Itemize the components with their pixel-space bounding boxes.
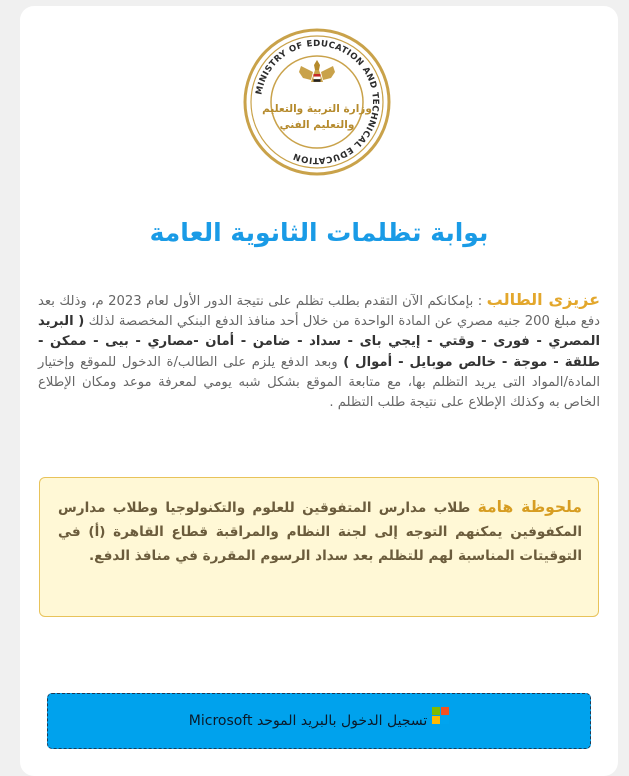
login-button-label: تسجيل الدخول بالبريد الموحد Microsoft [188, 713, 428, 729]
payment-providers-list: ( البريد المصري - فورى - وقتي - إيجي باى - سداد - ضامن - أمان -مصاري - بيى - ممكن - طلقة - موجة - خالص موبايل - أموال ) [38, 314, 600, 370]
main-card [20, 6, 618, 776]
intro-text-part1: : بإمكانكم الآن التقدم بطلب تظلم على نتيجة الدور الأول لعام 2023 م، وذلك بعد دفع مبلغ 200 جنيه مصري عن المادة الواحدة من خلال أحد منافذ الدفع البنكي المخصصة لذلك [38, 294, 601, 330]
ministry-logo [243, 28, 391, 176]
microsoft-logo-icon [432, 707, 449, 724]
logo-arabic-line2: والتعليم الفني [279, 119, 355, 131]
eagle-emblem [299, 60, 335, 82]
intro-paragraph [38, 290, 600, 413]
note-label: ملحوظة هامة [477, 498, 582, 516]
logo-arabic-line1: وزارة التربية والتعليم [262, 103, 372, 115]
ministry-seal-icon [243, 28, 391, 176]
intro-text-part2: وبعد الدفع يلزم على الطالب/ة الدخول للموقع وإختيار المادة/المواد التى يريد التظلم بها، مع متابعة الموقع بشكل شبه يومي لمعرفة موعد ومكان الإطلاع الخاص به وكذلك الإطلاع على نتيجة طلب التظلم . [38, 354, 600, 411]
note-text: طلاب مدارس المتفوقين للعلوم والتكنولوجيا وطلاب مدارس المكفوفين يمكنهم التوجه إلى لجنة النظام والمراقبة قطاع القاهرة (أ) في التوقيتات المناسبة لهم للتظلم بعد سداد الرسوم المقررة في منافذ الدفع. [58, 500, 582, 564]
microsoft-login-button[interactable] [47, 693, 591, 749]
page-title: بوابة تظلمات الثانوية العامة [149, 218, 489, 247]
logo-ring-text: MINISTRY OF EDUCATION AND TECHNICAL EDUCATION [254, 38, 381, 166]
greeting-label: عزيزى الطالب [486, 290, 601, 309]
important-note-box [39, 477, 599, 617]
